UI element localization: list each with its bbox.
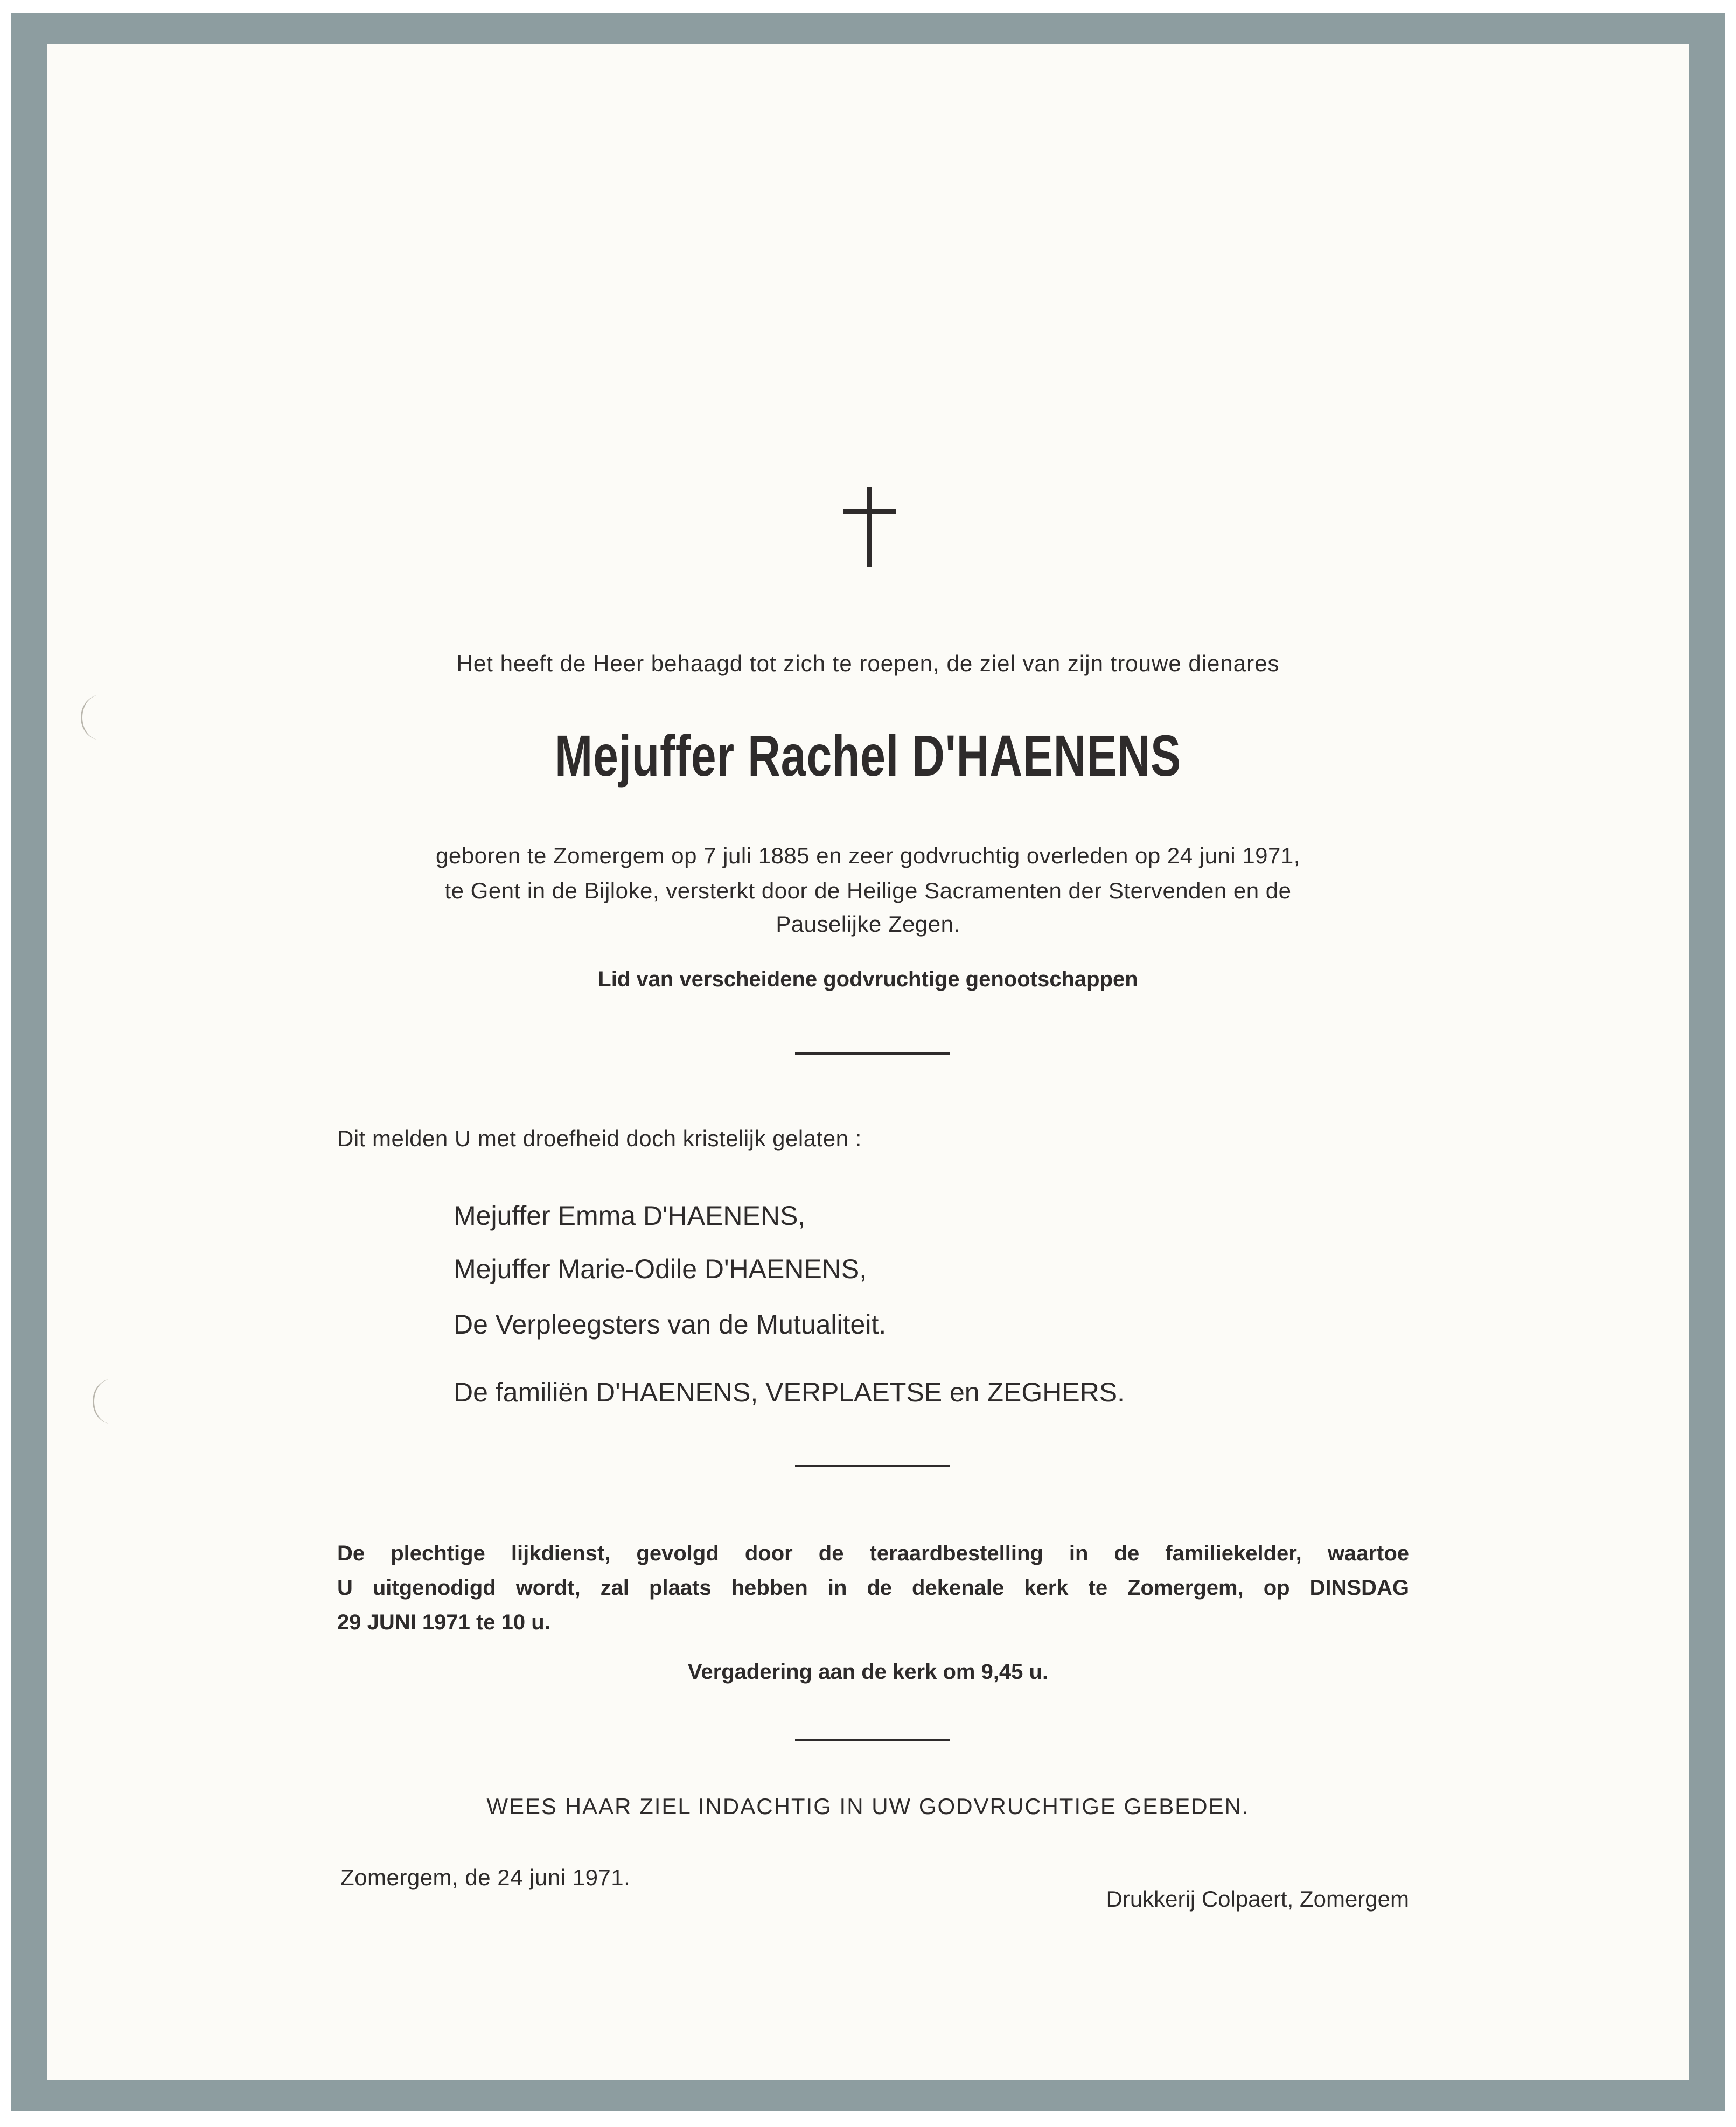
funeral-line-1: De plechtige lijkdienst, gevolgd door de teraardbestelling in de familiekelder, waartoe	[337, 1542, 1409, 1565]
cross-icon	[843, 487, 896, 567]
prayer-text: WEES HAAR ZIEL INDACHTIG IN UW GODVRUCHTIGE GEBEDEN.	[486, 1794, 1250, 1819]
divider-rule	[795, 1052, 950, 1055]
intro-text: Het heeft de Heer behaagd tot zich te roepen, de ziel van zijn trouwe dienares	[456, 651, 1280, 676]
mourning-card	[47, 44, 1689, 2080]
divider-rule	[795, 1465, 950, 1467]
membership-text: Lid van verscheidene godvruchtige genootschappen	[598, 967, 1138, 991]
mourner-name: Mejuffer Marie-Odile D'HAENENS,	[454, 1254, 867, 1284]
printer-credit: Drukkerij Colpaert, Zomergem	[1106, 1886, 1409, 1912]
mourner-name: Mejuffer Emma D'HAENENS,	[454, 1201, 806, 1231]
funeral-line-2: U uitgenodigd wordt, zal plaats hebben in de dekenale kerk te Zomergem, op DINSDAG	[337, 1576, 1409, 1600]
mourners-lead: Dit melden U met droefheid doch kristelijk gelaten :	[337, 1126, 862, 1151]
place-date: Zomergem, de 24 juni 1971.	[340, 1865, 631, 1890]
gathering-text: Vergadering aan de kerk om 9,45 u.	[687, 1660, 1049, 1684]
details-line-2: te Gent in de Bijloke, versterkt door de Heilige Sacramenten der Stervenden en de	[444, 878, 1292, 903]
cross-vertical-bar	[867, 487, 872, 567]
mourner-name: De Verpleegsters van de Mutualiteit.	[454, 1309, 887, 1340]
details-line-3: Pauselijke Zegen.	[776, 911, 960, 937]
punch-hole-bottom	[93, 1379, 132, 1424]
funeral-line-3: 29 JUNI 1971 te 10 u.	[337, 1610, 550, 1634]
details-line-1: geboren te Zomergem op 7 juli 1885 en zeer godvruchtig overleden op 24 juni 1971,	[436, 843, 1300, 868]
mourner-families: De familiën D'HAENENS, VERPLAETSE en ZEGHERS.	[454, 1377, 1125, 1407]
punch-hole-top	[81, 695, 120, 740]
divider-rule	[795, 1739, 950, 1741]
deceased-name: Mejuffer Rachel D'HAENENS	[555, 723, 1181, 788]
cross-horizontal-bar	[843, 509, 896, 514]
